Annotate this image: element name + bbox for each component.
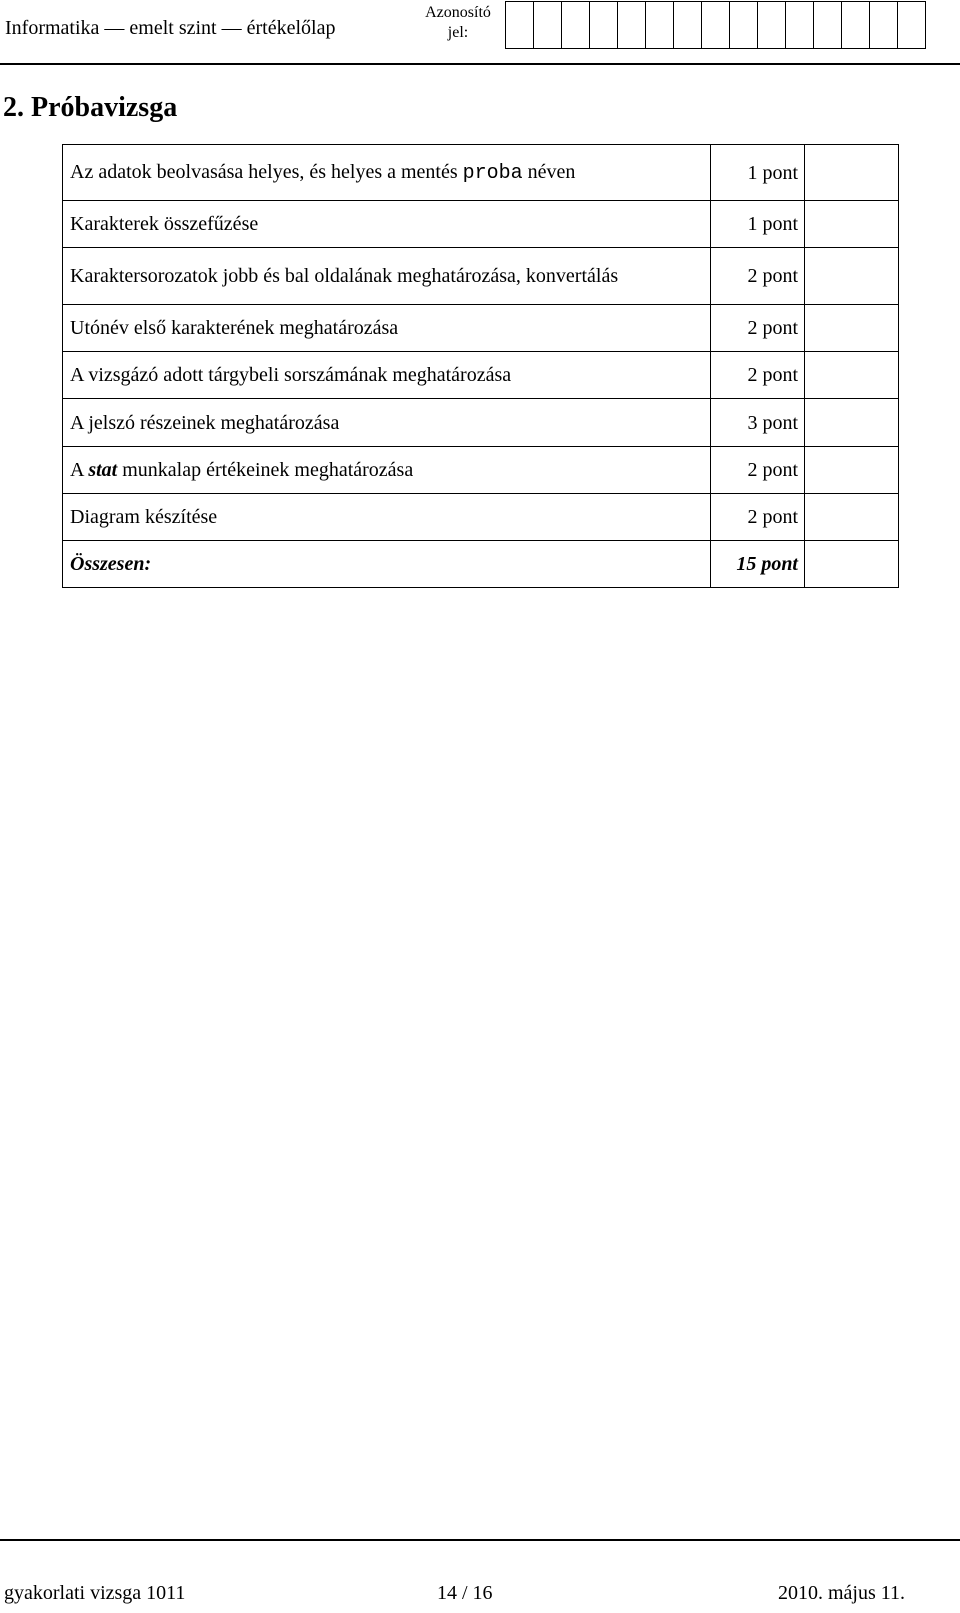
table-row — [63, 201, 899, 248]
criterion-text-end: munkalap értékeinek meghatározása — [117, 459, 414, 481]
footer-page-number: 14 / 16 — [437, 1582, 493, 1604]
criterion-cell — [63, 447, 711, 494]
criterion-cell — [63, 145, 711, 201]
criterion-cell — [63, 352, 711, 399]
id-box[interactable] — [617, 1, 646, 49]
awarded-points-cell[interactable] — [805, 447, 899, 494]
criterion-cell — [63, 399, 711, 447]
section-title: 2. Próbavizsga — [3, 92, 178, 123]
id-box[interactable] — [645, 1, 674, 49]
awarded-points-cell[interactable] — [805, 399, 899, 447]
criterion-text: A vizsgázó adott tárgybeli sorszámának meghatározása — [70, 364, 512, 386]
awarded-points-cell[interactable] — [805, 352, 899, 399]
id-label — [420, 3, 496, 43]
footer-date: 2010. május 11. — [778, 1582, 906, 1604]
scoring-table — [62, 144, 899, 588]
table-row — [63, 305, 899, 352]
id-box[interactable] — [841, 1, 870, 49]
points-cell: 2 pont — [711, 305, 805, 352]
id-box[interactable] — [561, 1, 590, 49]
id-box-grid — [506, 1, 926, 49]
criterion-text: Diagram készítése — [70, 506, 218, 528]
points-cell: 2 pont — [711, 352, 805, 399]
criterion-text: Karakterek összefűzése — [70, 213, 259, 235]
table-row — [63, 399, 899, 447]
id-box[interactable] — [729, 1, 758, 49]
table-row — [63, 248, 899, 305]
id-box[interactable] — [757, 1, 786, 49]
id-box[interactable] — [505, 1, 534, 49]
points-cell: 2 pont — [711, 248, 805, 305]
total-label: Összesen: — [63, 541, 711, 588]
total-awarded-cell[interactable] — [805, 541, 899, 588]
criterion-text: A jelszó részeinek meghatározása — [70, 411, 340, 434]
criterion-emphasis: stat — [88, 459, 118, 481]
criterion-cell — [63, 494, 711, 541]
id-box[interactable] — [813, 1, 842, 49]
id-label-line1: Azonosító — [425, 4, 491, 21]
total-row — [63, 541, 899, 588]
criterion-cell — [63, 201, 711, 248]
criterion-cell — [63, 305, 711, 352]
id-box[interactable] — [785, 1, 814, 49]
points-cell: 2 pont — [711, 447, 805, 494]
criterion-text: A — [70, 459, 89, 481]
footer-rule — [0, 1539, 960, 1541]
id-box[interactable] — [533, 1, 562, 49]
points-cell: 1 pont — [711, 145, 805, 201]
table-row — [63, 494, 899, 541]
id-box[interactable] — [897, 1, 926, 49]
awarded-points-cell[interactable] — [805, 494, 899, 541]
footer-exam-label: gyakorlati vizsga 1011 — [4, 1582, 186, 1604]
id-box[interactable] — [869, 1, 898, 49]
table-row — [63, 145, 899, 201]
criterion-text: Utónév első karakterének meghatározása — [70, 317, 399, 339]
id-label-line2: jel: — [447, 24, 469, 41]
awarded-points-cell[interactable] — [805, 305, 899, 352]
criterion-text: Karaktersorozatok jobb és bal oldalának meghatározása, konvertálás — [70, 265, 619, 287]
criterion-code: proba — [462, 161, 523, 185]
criterion-cell — [63, 248, 711, 305]
header-title: Informatika — emelt szint — értékelőlap — [5, 17, 336, 39]
awarded-points-cell[interactable] — [805, 145, 899, 201]
id-box[interactable] — [701, 1, 730, 49]
points-cell: 3 pont — [711, 399, 805, 447]
id-box[interactable] — [673, 1, 702, 49]
header-rule — [0, 63, 960, 65]
criterion-text-end: néven — [522, 160, 576, 183]
points-cell: 2 pont — [711, 494, 805, 541]
criterion-text: Az adatok beolvasása helyes, és helyes a mentés — [70, 160, 463, 183]
awarded-points-cell[interactable] — [805, 248, 899, 305]
table-row — [63, 352, 899, 399]
table-row — [63, 447, 899, 494]
total-points: 15 pont — [711, 541, 805, 588]
awarded-points-cell[interactable] — [805, 201, 899, 248]
points-cell: 1 pont — [711, 201, 805, 248]
id-box[interactable] — [589, 1, 618, 49]
